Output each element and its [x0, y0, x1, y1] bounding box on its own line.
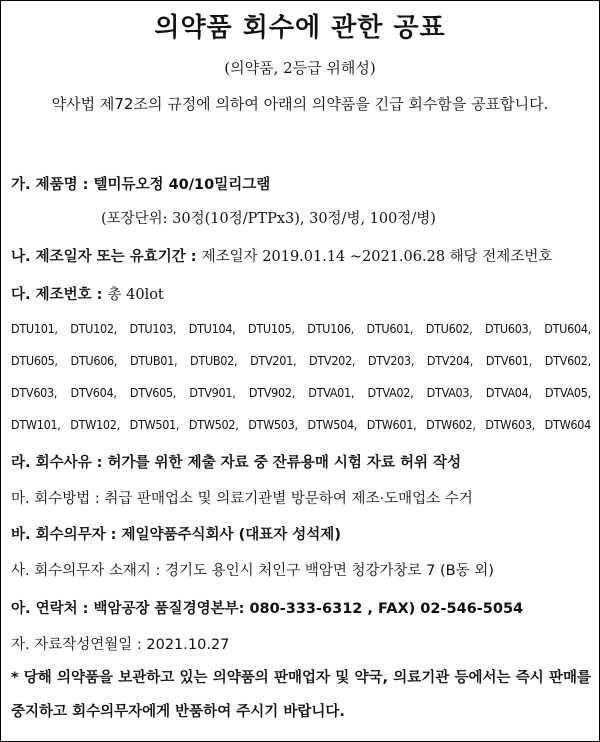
lot-code: DTUB02,	[190, 353, 238, 368]
lot-code: DTW604	[544, 417, 591, 432]
written-date-line: 자. 자료작성연월일 : 2021.10.27	[11, 637, 230, 653]
lot-code: DTV902,	[248, 385, 295, 400]
lot-label: 다. 제조번호 :	[11, 287, 108, 303]
lot-code: DTU601,	[366, 321, 414, 336]
lot-code: DTW603,	[485, 417, 535, 432]
lot-count: 총 40lot	[107, 287, 164, 303]
lot-code: DTU105,	[248, 321, 295, 336]
lot-code: DTU101,	[11, 321, 58, 336]
product-line	[11, 173, 591, 194]
lot-code: DTW601,	[366, 417, 417, 432]
lot-code: DTV604,	[70, 385, 117, 400]
packaging-line	[101, 207, 591, 228]
lot-code: DTUB01,	[129, 353, 178, 368]
lot-code: DTV203,	[367, 353, 415, 368]
lot-code: DTV201,	[250, 353, 297, 368]
lot-code: DTW501,	[129, 417, 180, 432]
lot-code: DTU106,	[307, 321, 354, 336]
product-label: 가. 제품명 :	[11, 177, 94, 193]
lot-code: DTU605,	[11, 353, 58, 368]
lot-code: DTU604,	[544, 321, 591, 336]
lot-line	[11, 283, 591, 304]
contact-line: 아. 연락처 : 백암공장 품질경영본부: 080-333-6312 , FAX) 02-546-5054	[11, 601, 524, 617]
lot-code: DTVA02,	[367, 385, 414, 400]
lot-code: DTVA03,	[426, 385, 473, 400]
lot-row-2	[11, 353, 591, 368]
lot-code: DTW504,	[307, 417, 358, 432]
lot-code: DTV204,	[426, 353, 474, 368]
address-line: 사. 회수의무자 소재지 : 경기도 용인시 처인구 백암면 청강가창로 7 (B동 외)	[11, 563, 494, 579]
lot-code: DTU102,	[70, 321, 117, 336]
lot-code: DTVA01,	[308, 385, 355, 400]
method-line: 마. 회수방법 : 취급 판매업소 및 의료기관별 방문하여 제조·도매업소 수거	[11, 491, 473, 507]
date-line	[11, 245, 591, 266]
lot-code: DTW101,	[11, 417, 61, 432]
lot-code: DTV901,	[189, 385, 236, 400]
lot-code: DTW502,	[188, 417, 239, 432]
lot-code: DTW602,	[426, 417, 476, 432]
lot-code: DTU103,	[129, 321, 177, 336]
lot-code: DTVA04,	[485, 385, 532, 400]
packaging-value: (포장단위: 30정(10정/PTPx3), 30정/병, 100정/병)	[101, 211, 436, 227]
lot-code: DTV601,	[485, 353, 532, 368]
product-value: 텔미듀오정 40/10밀리그램	[93, 177, 271, 193]
lot-row-4	[11, 417, 591, 432]
lot-row-3	[11, 385, 591, 400]
lot-code: DTV602,	[544, 353, 591, 368]
date-label: 나. 제조일자 또는 유효기간 :	[11, 249, 202, 265]
lot-code: DTW503,	[248, 417, 298, 432]
lot-code: DTV202,	[309, 353, 356, 368]
document-subtitle: (의약품, 2등급 위해성)	[224, 59, 376, 77]
lot-code: DTU602,	[425, 321, 473, 336]
reason-line: 라. 회수사유 : 허가를 위한 제출 자료 중 잔류용매 시험 자료 허위 작성	[11, 455, 462, 471]
lot-code: DTU606,	[70, 353, 118, 368]
intro-text: 약사법 제72조의 규정에 의하여 아래의 의약품을 긴급 회수함을 공표합니다.	[51, 95, 549, 113]
notice-text: * 당해 의약품을 보관하고 있는 의약품의 판매업자 및 약국, 의료기관 등에서는 즉시 판매를 중지하고 회수의무자에게 반품하여 주시기 바랍니다.	[11, 670, 591, 720]
lot-code: DTV603,	[11, 385, 58, 400]
lot-code: DTU104,	[188, 321, 236, 336]
document-title: 의약품 회수에 관한 공표	[154, 13, 446, 43]
lot-code: DTW102,	[70, 417, 120, 432]
obligor-line: 바. 회수의무자 : 제일약품주식회사 (대표자 성석제)	[11, 527, 341, 543]
lot-row-1	[11, 321, 591, 336]
lot-code: DTV605,	[129, 385, 177, 400]
lot-code: DTVA05,	[545, 385, 591, 400]
lot-code: DTU603,	[485, 321, 532, 336]
date-value: 제조일자 2019.01.14 ~2021.06.28 해당 전제조번호	[201, 249, 553, 265]
